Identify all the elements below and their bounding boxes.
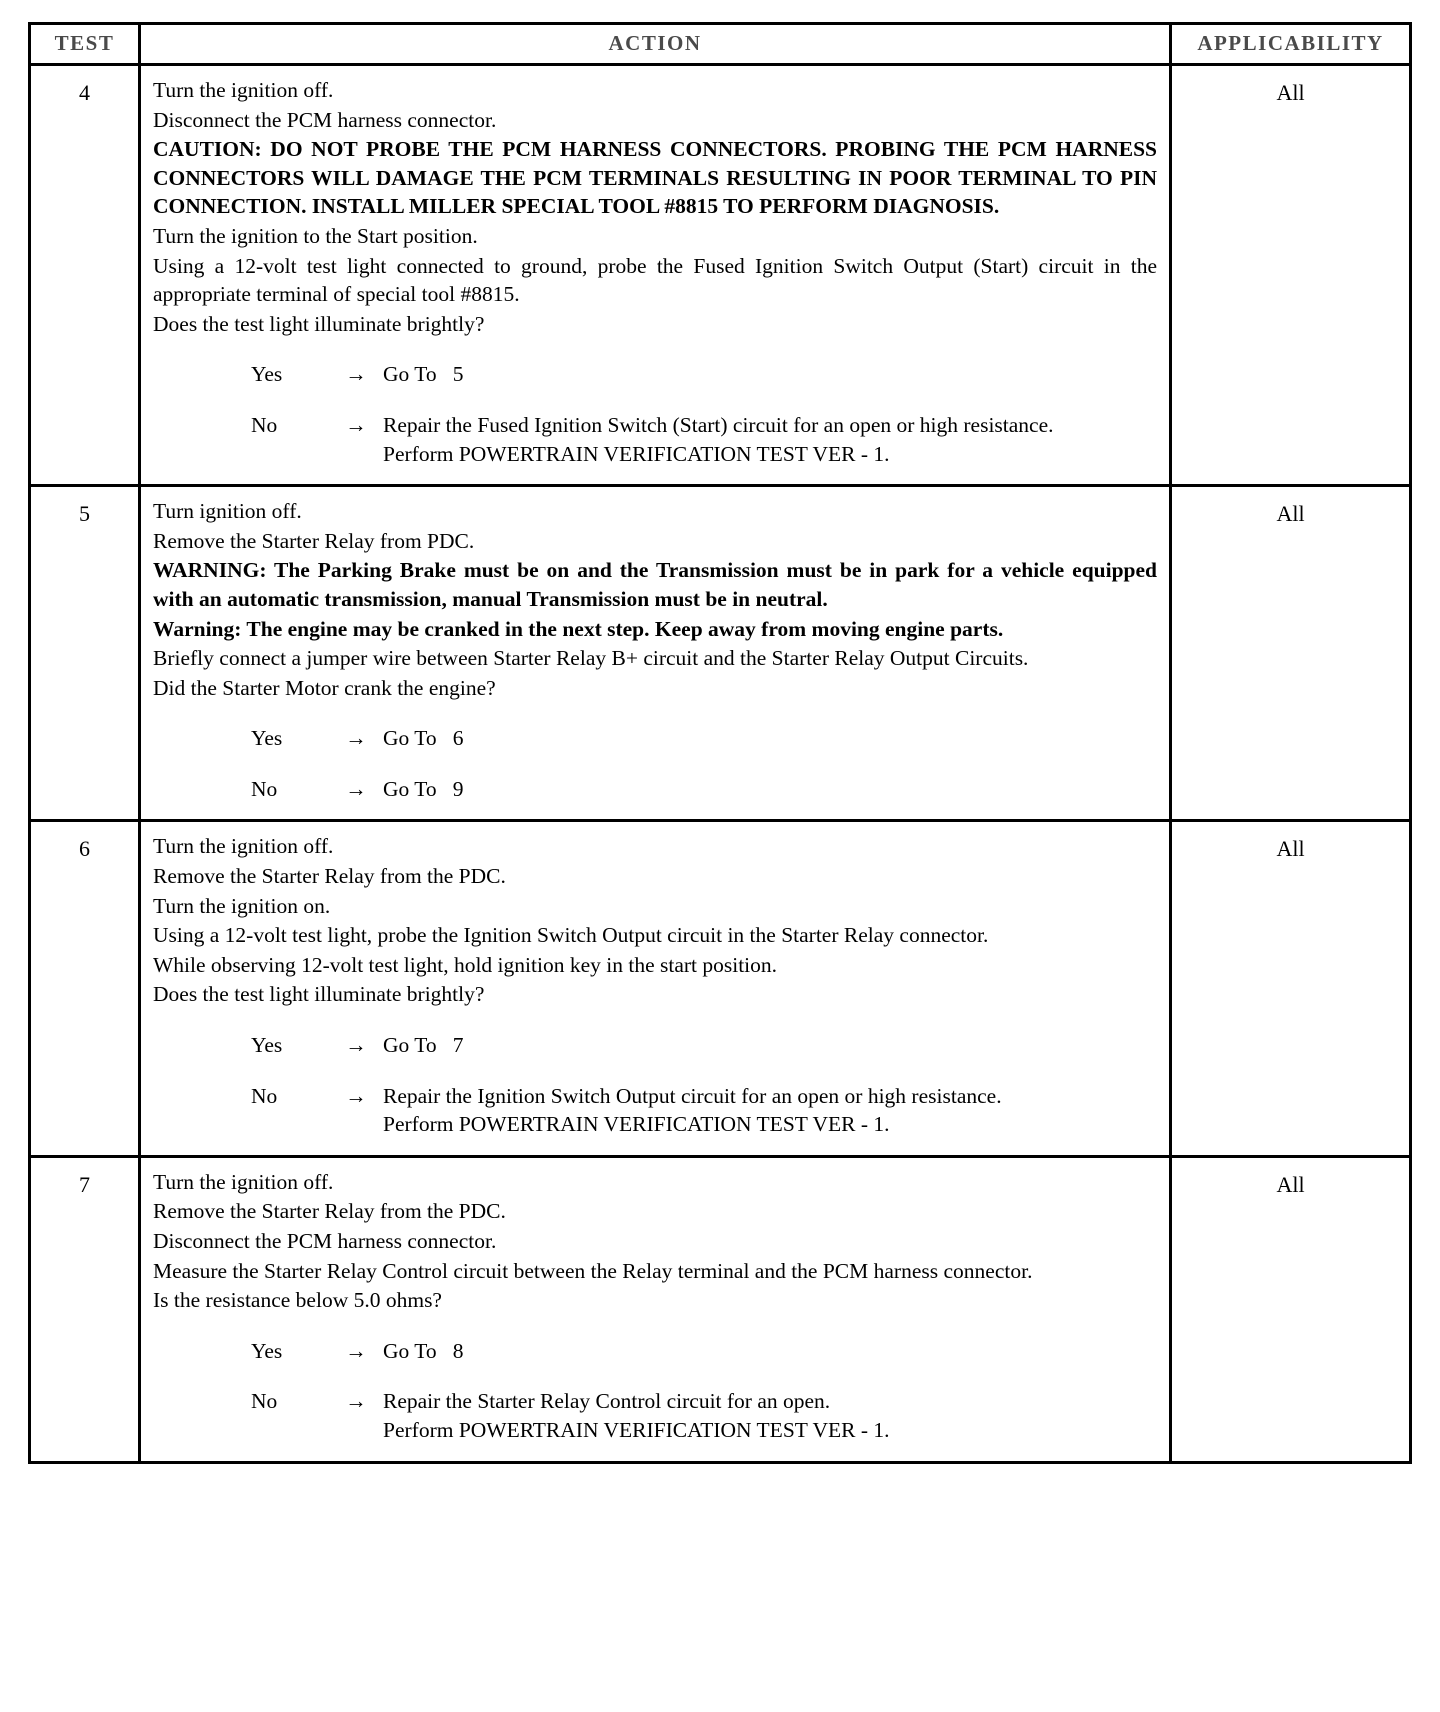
answer-label: Yes xyxy=(251,726,283,751)
arrow-icon: → xyxy=(345,1389,367,1414)
arrow-icon: → xyxy=(345,362,367,387)
table-header xyxy=(30,24,1411,65)
action-warning-line: CAUTION: DO NOT PROBE THE PCM HARNESS CONNECTORS. PROBING THE PCM HARNESS CONNECTORS WILL DAMAGE THE PCM TERMINALS RESULTING IN POOR TERMINAL TO PIN CONNECTION. INSTALL MILLER SPECIAL TOOL #8815 TO PERFORM DIAGNOSIS. xyxy=(153,137,1157,219)
answer-label: Yes xyxy=(251,1338,283,1363)
answer-label: No xyxy=(251,776,278,801)
answer-action-text: Repair the Ignition Switch Output circuit for an open or high resistance. xyxy=(383,1083,1002,1108)
action-line: Using a 12-volt test light connected to ground, probe the Fused Ignition Switch Output (Start) circuit in the appropriate terminal of special tool #8815. xyxy=(153,253,1157,307)
answer-label: No xyxy=(251,1083,278,1108)
applicability-value: All xyxy=(1171,821,1411,1156)
arrow-icon: → xyxy=(345,726,367,751)
answer-action-text: Repair the Starter Relay Control circuit for an open. xyxy=(383,1389,831,1414)
answer-label: No xyxy=(251,412,278,437)
test-number: 5 xyxy=(30,486,140,821)
action-cell xyxy=(140,486,1171,821)
arrow-icon: → xyxy=(345,1033,367,1058)
test-number: 4 xyxy=(30,65,140,486)
answer-text xyxy=(383,360,1157,389)
test-number: 7 xyxy=(30,1156,140,1462)
arrow-icon: → xyxy=(345,1083,367,1108)
action-line: Remove the Starter Relay from the PDC. xyxy=(153,864,506,889)
column-header-action: ACTION xyxy=(140,24,1171,65)
action-cell xyxy=(140,821,1171,1156)
answer-text xyxy=(383,1387,1157,1444)
action-line: Turn the ignition off. xyxy=(153,78,334,102)
answer-text xyxy=(383,1337,1157,1366)
answer-text xyxy=(383,1082,1157,1139)
answer-action-text: Go To 7 xyxy=(383,1033,464,1058)
table-row xyxy=(30,486,1411,821)
action-line: Disconnect the PCM harness connector. xyxy=(153,1229,497,1253)
answer-action-text: Go To 8 xyxy=(383,1338,464,1363)
answer-branch xyxy=(153,775,1157,804)
action-warning-line: Warning: The engine may be cranked in the next step. Keep away from moving engine parts. xyxy=(153,616,1004,641)
column-header-test: TEST xyxy=(30,24,140,65)
action-line: Does the test light illuminate brightly? xyxy=(153,982,485,1007)
action-line: Turn the ignition off. xyxy=(153,1169,334,1194)
answer-branches xyxy=(153,724,1157,803)
applicability-value: All xyxy=(1171,486,1411,821)
action-warning-line: WARNING: The Parking Brake must be on and the Transmission must be in park for a vehicle equipped with an automatic transmission, manual Transmission must be in neutral. xyxy=(153,558,1157,611)
answer-branches xyxy=(153,360,1157,468)
action-line: Does the test light illuminate brightly? xyxy=(153,311,485,336)
answer-action-text: Go To 9 xyxy=(383,776,464,801)
answer-followup-text: Perform POWERTRAIN VERIFICATION TEST VER - 1. xyxy=(383,441,890,466)
action-line: Is the resistance below 5.0 ohms? xyxy=(153,1288,442,1313)
arrow-icon: → xyxy=(345,776,367,801)
arrow-icon: → xyxy=(345,1338,367,1363)
table-body xyxy=(30,65,1411,1463)
answer-followup-text: Perform POWERTRAIN VERIFICATION TEST VER - 1. xyxy=(383,1112,890,1137)
answer-text xyxy=(383,411,1157,468)
action-line: Did the Starter Motor crank the engine? xyxy=(153,675,496,700)
answer-branch xyxy=(153,1387,1157,1444)
action-line: Briefly connect a jumper wire between Starter Relay B+ circuit and the Starter Relay Output Circuits. xyxy=(153,646,1029,671)
answer-branch xyxy=(153,1337,1157,1366)
answer-followup-text: Perform POWERTRAIN VERIFICATION TEST VER - 1. xyxy=(383,1417,890,1442)
answer-action-text: Go To 5 xyxy=(383,362,464,387)
action-cell xyxy=(140,65,1171,486)
action-line: Disconnect the PCM harness connector. xyxy=(153,107,497,132)
table-header-row xyxy=(30,24,1411,65)
answer-label: Yes xyxy=(251,362,283,387)
answer-action-text: Repair the Fused Ignition Switch (Start) circuit for an open or high resistance. xyxy=(383,412,1054,437)
answer-text xyxy=(383,1031,1157,1060)
action-line: Turn the ignition to the Start position. xyxy=(153,223,478,248)
action-line: Using a 12-volt test light, probe the Ignition Switch Output circuit in the Starter Relay connector. xyxy=(153,923,989,948)
action-cell xyxy=(140,1156,1171,1462)
applicability-value: All xyxy=(1171,1156,1411,1462)
answer-text xyxy=(383,775,1157,804)
table-row xyxy=(30,1156,1411,1462)
answer-text xyxy=(383,724,1157,753)
test-number: 6 xyxy=(30,821,140,1156)
answer-branches xyxy=(153,1337,1157,1445)
table-row xyxy=(30,821,1411,1156)
applicability-value: All xyxy=(1276,80,1305,105)
answer-branch xyxy=(153,1031,1157,1060)
action-line: Turn the ignition off. xyxy=(153,834,334,859)
answer-label: Yes xyxy=(251,1033,283,1058)
diagnostic-procedure-table xyxy=(28,22,1412,1464)
action-line: Turn ignition off. xyxy=(153,499,302,524)
answer-branches xyxy=(153,1031,1157,1139)
answer-branch xyxy=(153,1082,1157,1139)
column-header-applicability: APPLICABILITY xyxy=(1171,24,1411,65)
action-line: Measure the Starter Relay Control circuit between the Relay terminal and the PCM harness connector. xyxy=(153,1258,1033,1283)
answer-branch xyxy=(153,724,1157,753)
table-row xyxy=(30,65,1411,486)
action-line: While observing 12-volt test light, hold ignition key in the start position. xyxy=(153,952,778,977)
action-line: Remove the Starter Relay from the PDC. xyxy=(153,1199,506,1224)
answer-branch xyxy=(153,360,1157,389)
answer-label: No xyxy=(251,1389,278,1414)
arrow-icon: → xyxy=(345,412,367,437)
answer-branch xyxy=(153,411,1157,468)
answer-action-text: Go To 6 xyxy=(383,726,464,751)
action-line: Remove the Starter Relay from PDC. xyxy=(153,528,475,553)
action-line: Turn the ignition on. xyxy=(153,893,331,918)
